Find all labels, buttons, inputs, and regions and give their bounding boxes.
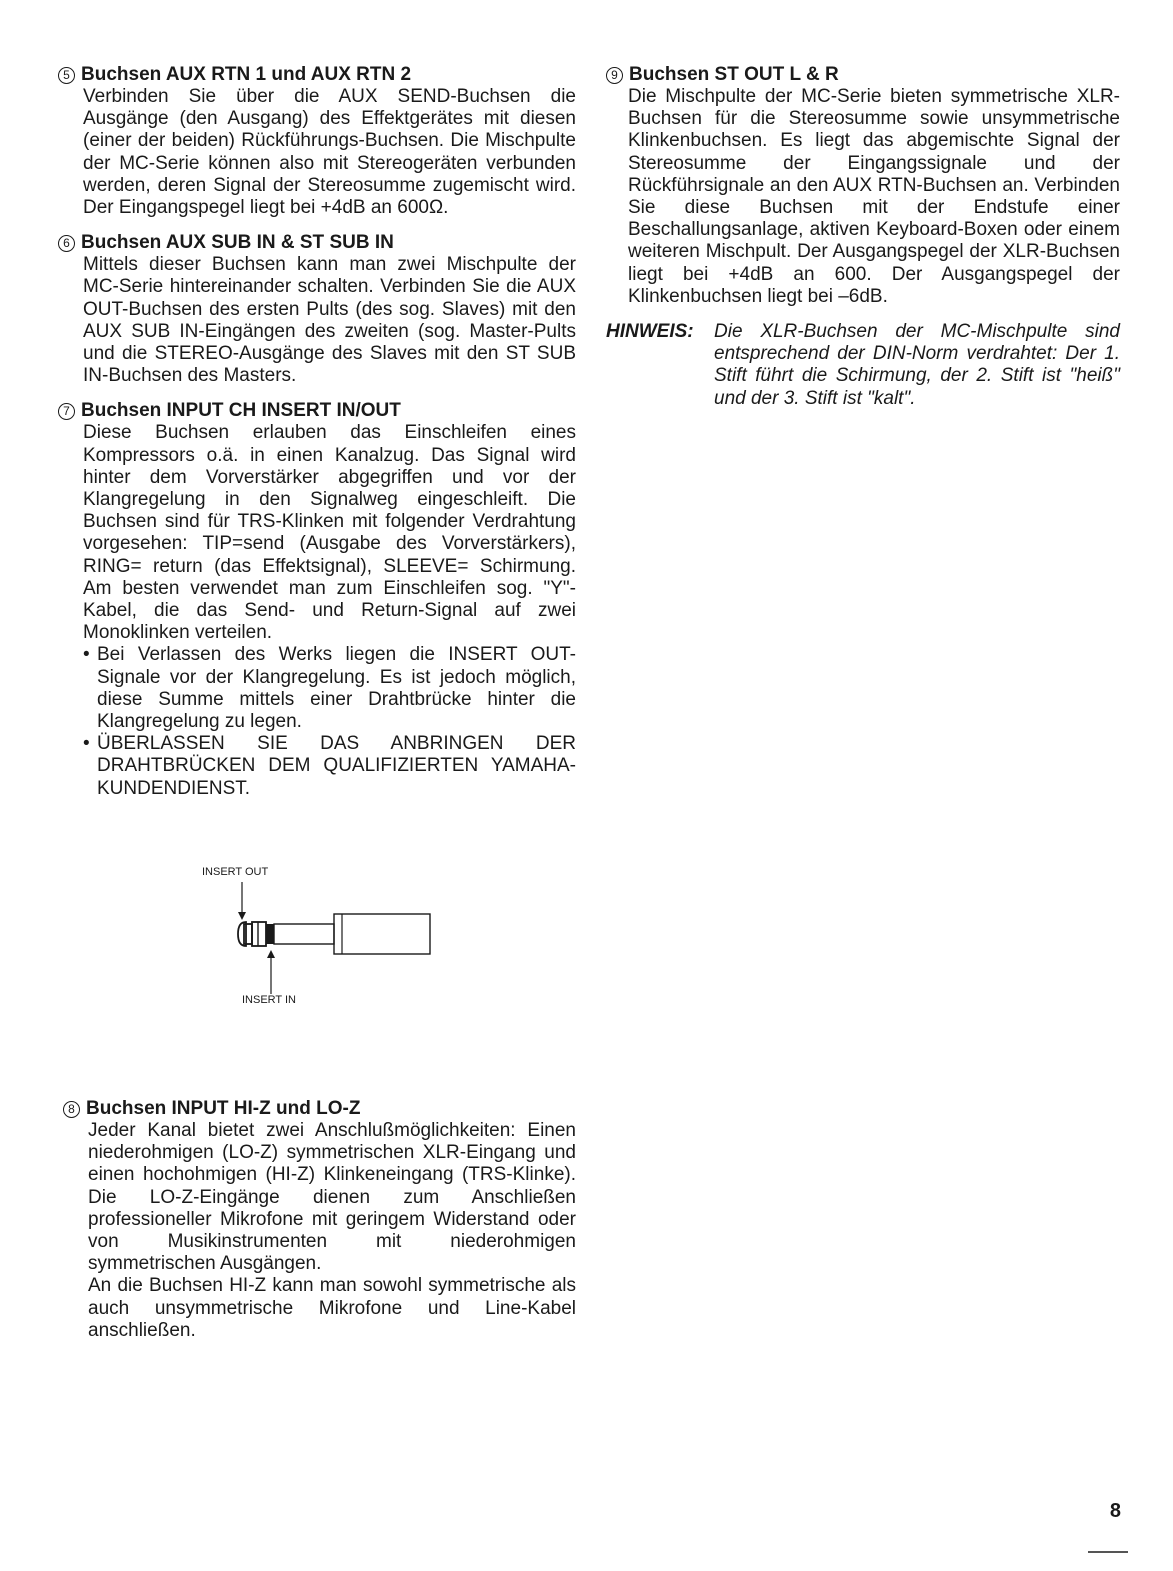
section-text: Die Mischpulte der MC-Serie bieten symmetrische XLR-Buchsen für die Stereosumme sowie unsymmetrische Klinkenbuchsen. Es liegt das abgemischte Signal der Stereosumme der Eingangssignale und der Rückführsignale an den AUX RTN-Buchsen an. Verbinden Sie diese Buchsen mit der Endstufe einer Beschallungsanlage, aktiven Keyboard-Boxen oder einem weiteren Mischpult. Der Ausgangspegel der XLR-Buchsen liegt bei +4dB an 600. Der Ausgangspegel der Klinkenbuchsen liegt bei –6dB. <box>628 86 1120 307</box>
section-body <box>58 422 576 799</box>
right-column <box>606 64 1120 410</box>
section-number: 7 <box>58 403 75 420</box>
section-title: Buchsen AUX SUB IN & ST SUB IN <box>81 232 394 254</box>
section-aux-rtn <box>58 64 576 219</box>
list-item: • ÜBERLASSEN SIE DAS ANBRINGEN DER DRAHTBRÜCKEN DEM QUALIFIZIERTEN YAMAHA-KUNDENDIENST. <box>83 733 576 800</box>
section-text: Jeder Kanal bietet zwei Anschlußmöglichkeiten: Einen niederohmigen (LO-Z) symmetrischen XLR-Eingang und einen hochohmigen (HI-Z) Klinkeneingang (TRS-Klinke). Die LO-Z-Eingänge dienen zum Anschließen professioneller Mikrofone mit geringem Widerstand oder von Musikinstrumenten mit niederohmigen symmetrischen Ausgängen. <box>88 1120 576 1275</box>
note-text: Die XLR-Buchsen der MC-Mischpulte sind entsprechend der DIN-Norm verdrahtet: Der 1. Stift führt die Schirmung, der 2. Stift ist "heiß" und der 3. Stift ist "kalt". <box>714 321 1120 409</box>
insert-out-label: INSERT OUT <box>202 866 269 878</box>
section-text: Mittels dieser Buchsen kann man zwei Mischpulte der MC-Serie hintereinander schalten. Verbinden Sie die AUX OUT-Buchsen des ersten Pults (des sog. Slaves) mit den AUX SUB IN-Eingängen des zweiten (sog. Master-Pults und die STEREO-Ausgänge des Slaves mit den ST SUB IN-Buchsen des Masters. <box>83 254 576 387</box>
section-heading <box>63 1098 576 1120</box>
section-input-hiz-loz <box>63 1098 576 1342</box>
section-number: 9 <box>606 67 623 84</box>
section-text: Verbinden Sie über die AUX SEND-Buchsen die Ausgänge (den Ausgang) des Effektgerätes mit diesen (einer der beiden) Rückführungs-Buchsen. Die Mischpulte der MC-Serie können also mit Stereogeräten verbunden werden, deren Signal der Stereosumme zugemischt wird. Der Eingangspegel liegt bei +4dB an 600Ω. <box>83 86 576 219</box>
section-number: 5 <box>58 67 75 84</box>
page-number: 8 <box>1109 1500 1121 1522</box>
note-label: HINWEIS: <box>606 321 694 343</box>
list-item: • Bei Verlassen des Werks liegen die INSERT OUT-Signale vor der Klangregelung. Es ist jedoch möglich, diese Summe mittels einer Drahtbrücke hinter die Klangregelung zu legen. <box>83 644 576 733</box>
section-body <box>63 1120 576 1342</box>
section-title: Buchsen INPUT CH INSERT IN/OUT <box>81 400 401 422</box>
section-title: Buchsen INPUT HI-Z und LO-Z <box>86 1098 361 1119</box>
section-st-out <box>606 64 1120 308</box>
section-heading <box>58 400 576 422</box>
jack-plug-diagram <box>200 860 440 1010</box>
section-text: Diese Buchsen erlauben das Einschleifen eines Kompressors o.ä. in einen Kanalzug. Das Signal wird hinter dem Vorverstärker abgegriffen und vor der Klangregelung in den Signalweg eingeschleift. Die Buchsen sind für TRS-Klinken mit folgender Verdrahtung vorgesehen: TIP=send (Ausgabe des Vorverstärkers), RING= return (das Effektsignal), SLEEVE= Schirmung. Am besten verwendet man zum Einschleifen sog. "Y"-Kabel, die das Send- und Return-Signal auf zwei Monoklinken verteilen. <box>83 422 576 644</box>
section-number: 6 <box>58 235 75 252</box>
section-aux-sub-in <box>58 232 576 387</box>
section-heading <box>58 232 576 254</box>
section-body <box>58 254 576 387</box>
section-heading <box>606 64 1120 86</box>
bullet-list <box>83 644 576 799</box>
section-body <box>606 86 1120 308</box>
jack-plug-icon <box>200 860 440 1010</box>
note-block <box>606 321 1120 410</box>
left-column <box>58 64 576 813</box>
section-number: 8 <box>63 1101 80 1118</box>
section-title: Buchsen AUX RTN 1 und AUX RTN 2 <box>81 64 412 85</box>
section-text-2: An die Buchsen HI-Z kann man sowohl symmetrische als auch unsymmetrische Mikrofone und Line-Kabel anschließen. <box>88 1275 576 1341</box>
section-title: Buchsen ST OUT L & R <box>629 64 839 85</box>
section-insert <box>58 400 576 799</box>
section-heading <box>58 64 576 86</box>
insert-in-label: INSERT IN <box>242 994 296 1006</box>
section-body <box>58 86 576 219</box>
footer-rule <box>1088 1551 1128 1553</box>
